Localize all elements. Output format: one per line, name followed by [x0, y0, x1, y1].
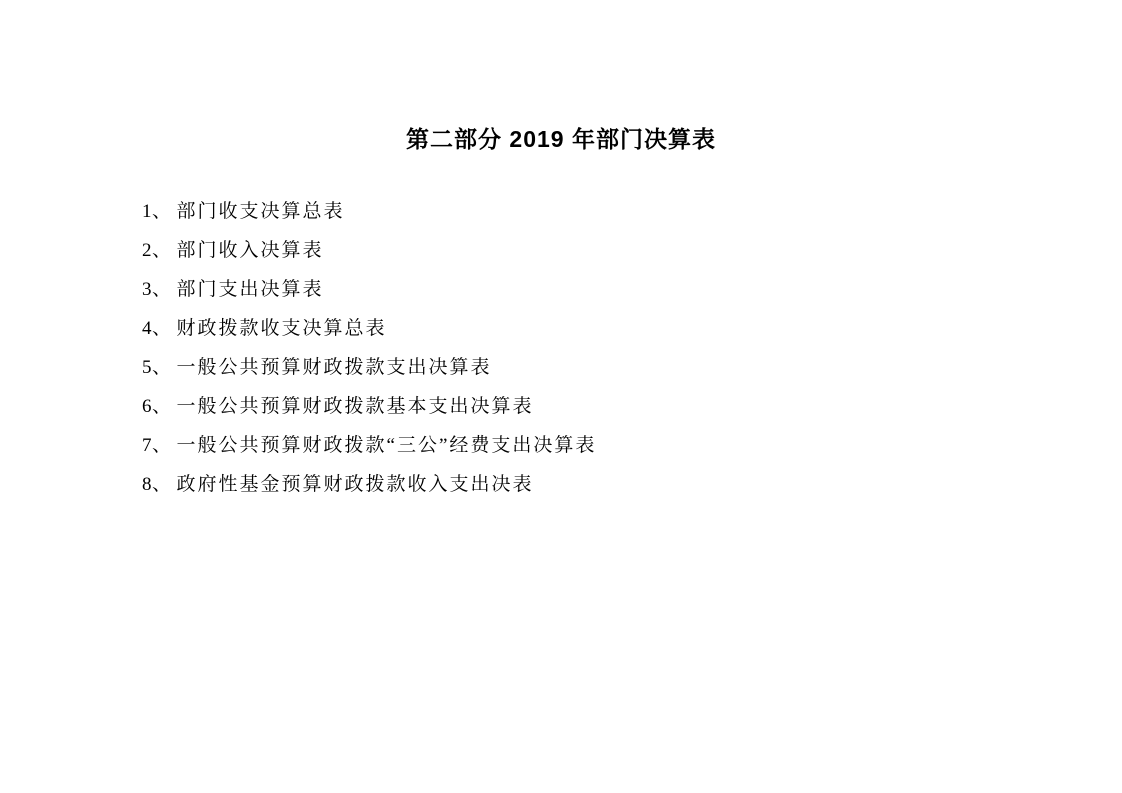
list-item-label: 一般公共预算财政拨款支出决算表	[176, 357, 492, 378]
list-item	[142, 307, 596, 346]
list-item	[142, 463, 596, 502]
list-item-label: 财政拨款收支决算总表	[176, 318, 387, 339]
list-item-number: 2、	[142, 240, 172, 261]
page-title: 第二部分 2019 年部门决算表	[406, 126, 716, 152]
list-item	[142, 424, 596, 463]
list-item-number: 8、	[142, 474, 172, 495]
list-item	[142, 268, 596, 307]
list-item-label: 一般公共预算财政拨款“三公”经费支出决算表	[176, 435, 597, 456]
list-item-label: 部门收入决算表	[176, 240, 324, 261]
list-item-number: 1、	[142, 201, 172, 222]
list-item-number: 5、	[142, 357, 172, 378]
list-item	[142, 190, 596, 229]
list-item-label: 部门支出决算表	[176, 279, 324, 300]
list-item-label: 政府性基金预算财政拨款收入支出决表	[176, 474, 534, 495]
list-item	[142, 346, 596, 385]
toc-list	[142, 190, 596, 502]
list-item-label: 一般公共预算财政拨款基本支出决算表	[176, 396, 534, 417]
list-item-number: 4、	[142, 318, 172, 339]
list-item-number: 7、	[142, 435, 172, 456]
list-item	[142, 385, 596, 424]
list-item-number: 6、	[142, 396, 172, 417]
list-item-label: 部门收支决算总表	[176, 201, 345, 222]
list-item	[142, 229, 596, 268]
list-item-number: 3、	[142, 279, 172, 300]
